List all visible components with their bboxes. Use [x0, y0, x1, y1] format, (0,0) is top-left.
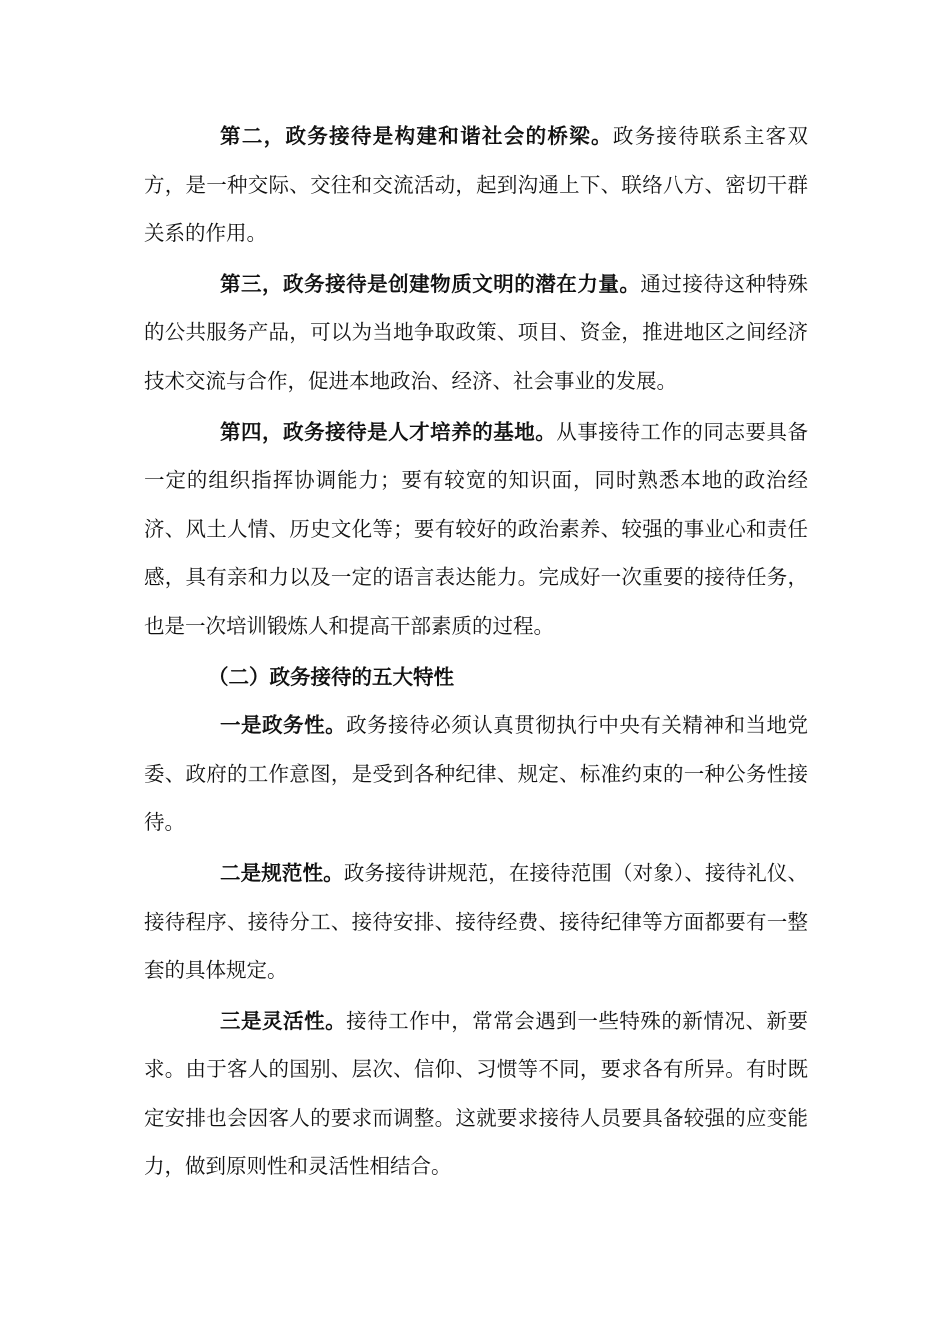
- paragraph-lead: 第二，政务接待是构建和谐社会的桥梁。: [220, 124, 613, 148]
- paragraph-third: [144, 260, 808, 406]
- paragraph-second: [144, 112, 808, 258]
- trait-flexible: [144, 997, 808, 1191]
- trait-lead: 一是政务性。: [220, 713, 347, 738]
- trait-normative: [144, 849, 808, 995]
- trait-text: 政务接待讲规范，在接待范围（对象）、接待礼仪、接待程序、接待分工、接待安排、接待经费、接待纪律等方面都要有一整套的具体规定。: [144, 860, 809, 983]
- trait-lead: 三是灵活性。: [220, 1008, 347, 1033]
- trait-lead: 二是规范性。: [220, 860, 344, 885]
- section-heading: （二）政务接待的五大特性: [208, 664, 454, 689]
- paragraph-fourth: [144, 408, 808, 651]
- trait-text: 政务接待必须认真贯彻执行中央有关精神和当地党委、政府的工作意图，是受到各种纪律、规定、标准约束的一种公务性接待。: [144, 713, 809, 835]
- paragraph-lead: 第三，政务接待是创建物质文明的潜在力量。: [220, 271, 641, 296]
- paragraph-lead: 第四，政务接待是人才培养的基地。: [220, 419, 557, 444]
- paragraph-text: 通过接待这种特殊的公共服务产品，可以为当地争取政策、项目、资金，推进地区之间经济技术交流与合作，促进本地政治、经济、社会事业的发展。: [144, 271, 809, 393]
- trait-text: 接待工作中，常常会遇到一些特殊的新情况、新要求。由于客人的国别、层次、信仰、习惯等不同，要求各有所异。有时既定安排也会因客人的要求而调整。这就要求接待人员要具备较强的应变能力，做到原则性和灵活性相结合。: [144, 1008, 809, 1179]
- paragraph-text: 从事接待工作的同志要具备一定的组织指挥协调能力；要有较宽的知识面，同时熟悉本地的政治经济、风土人情、历史文化等；要有较好的政治素养、较强的事业心和责任感，具有亲和力以及一定的语言表达能力。完成好一次重要的接待任务，也是一次培训锻炼人和提高干部素质的过程。: [144, 419, 808, 638]
- trait-political: [144, 701, 808, 847]
- paragraph-text: 政务接待联系主客双方，是一种交际、交往和交流活动，起到沟通上下、联络八方、密切干群关系的作用。: [144, 124, 809, 246]
- document-page: [144, 112, 808, 1191]
